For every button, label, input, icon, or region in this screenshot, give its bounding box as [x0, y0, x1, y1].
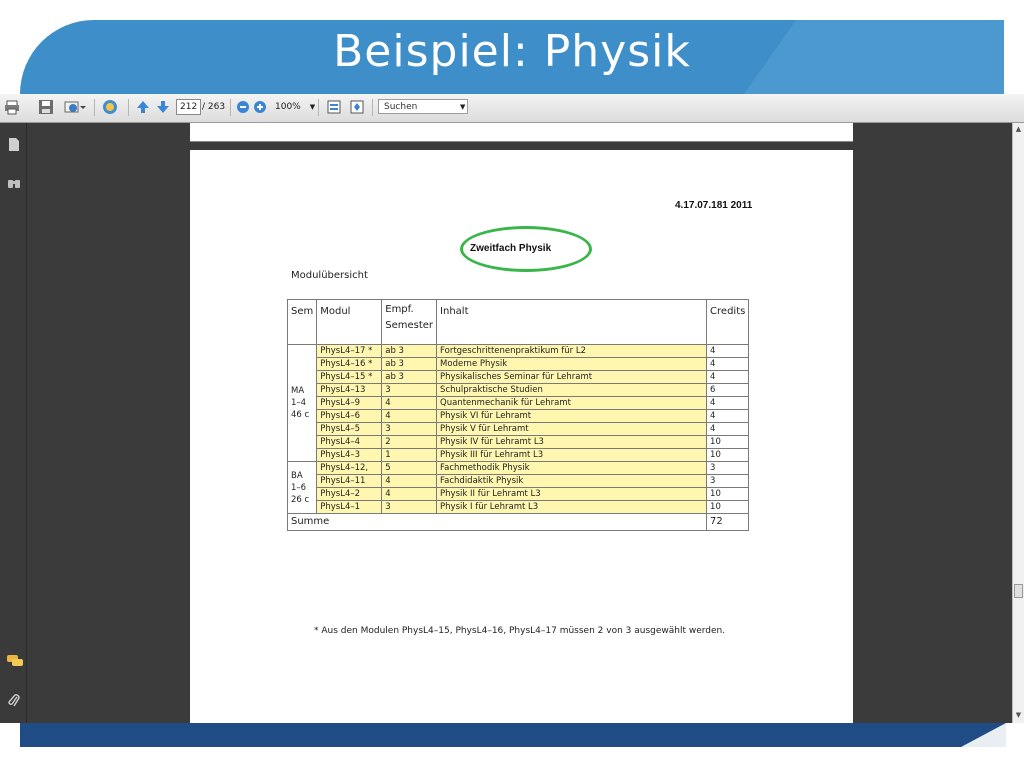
table-row — [288, 462, 749, 475]
table-row — [288, 410, 749, 423]
next-page-icon[interactable] — [155, 98, 171, 116]
table-row — [288, 358, 749, 371]
vertical-scrollbar[interactable] — [1012, 123, 1024, 723]
document-number: 4.17.07.181 2011 — [675, 200, 753, 211]
scroll-up-icon[interactable]: ▲ — [1015, 125, 1022, 133]
cell-modul: PhysL4–16 * — [317, 358, 382, 371]
cell-modul: PhysL4–4 — [317, 436, 382, 449]
zoom-level-select[interactable]: 100% ▼ — [275, 102, 316, 112]
cell-credits: 10 — [707, 488, 749, 501]
table-row — [288, 397, 749, 410]
footer-decoration — [906, 723, 1006, 747]
cell-credits: 4 — [707, 345, 749, 358]
header-inhalt: Inhalt — [437, 300, 707, 345]
search-input[interactable]: Suchen — [378, 99, 468, 114]
cell-credits: 4 — [707, 410, 749, 423]
slide-header — [20, 20, 1004, 94]
chevron-down-icon[interactable]: ▼ — [309, 103, 316, 111]
semester-line: 46 c — [291, 410, 310, 420]
fit-width-icon[interactable] — [326, 98, 342, 116]
navigation-rail — [0, 123, 27, 723]
cell-credits: 4 — [707, 397, 749, 410]
overview-label: Modulübersicht — [291, 270, 368, 281]
table-row — [288, 488, 749, 501]
cell-modul: PhysL4–6 — [317, 410, 382, 423]
cell-inhalt: Physik III für Lehramt L3 — [437, 449, 707, 462]
semester-line: 26 c — [291, 494, 310, 505]
cell-inhalt: Physik I für Lehramt L3 — [437, 501, 707, 514]
cell-inhalt: Fachdidaktik Physik — [437, 475, 707, 488]
cell-modul: PhysL4–12, — [317, 462, 382, 475]
cell-inhalt: Schulpraktische Studien — [437, 384, 707, 397]
table-row — [288, 384, 749, 397]
cell-inhalt: Physik II für Lehramt L3 — [437, 488, 707, 501]
header-sem: Sem — [288, 300, 317, 345]
table-row — [288, 449, 749, 462]
cell-inhalt: Moderne Physik — [437, 358, 707, 371]
save-icon[interactable] — [38, 98, 54, 116]
slide-footer-bar — [20, 723, 1006, 747]
slide-title: Beispiel: Physik — [333, 26, 691, 77]
binoculars-icon[interactable] — [7, 177, 20, 192]
cell-modul: PhysL4–11 — [317, 475, 382, 488]
table-row — [288, 501, 749, 514]
header-empf: Empf. Semester — [382, 300, 437, 345]
page-total: / 263 — [202, 102, 226, 112]
cell-empf: 4 — [382, 488, 437, 501]
table-row — [288, 436, 749, 449]
cell-modul: PhysL4–9 — [317, 397, 382, 410]
email-icon[interactable] — [64, 98, 86, 116]
cell-modul: PhysL4–5 — [317, 423, 382, 436]
sum-row — [288, 514, 749, 531]
table-row — [288, 475, 749, 488]
cell-empf: 3 — [382, 501, 437, 514]
semester-line: MA — [291, 386, 305, 396]
semester-line: 1–6 — [291, 482, 307, 493]
zoom-in-icon[interactable] — [253, 98, 267, 116]
cell-inhalt: Fortgeschrittenenpraktikum für L2 — [437, 345, 707, 358]
cell-inhalt: Physik IV für Lehramt L3 — [437, 436, 707, 449]
cell-credits: 4 — [707, 371, 749, 384]
cell-modul: PhysL4–13 — [317, 384, 382, 397]
module-table — [287, 299, 749, 531]
cell-inhalt: Physik VI für Lehramt — [437, 410, 707, 423]
semester-cell — [288, 462, 317, 514]
cell-empf: 4 — [382, 397, 437, 410]
cell-modul: PhysL4–15 * — [317, 371, 382, 384]
cell-empf: 5 — [382, 462, 437, 475]
sum-value: 72 — [707, 514, 749, 531]
zoom-out-icon[interactable] — [236, 98, 250, 116]
scroll-down-icon[interactable]: ▼ — [1015, 711, 1022, 719]
attachment-icon[interactable] — [7, 693, 20, 708]
table-row — [288, 423, 749, 436]
header-credits: Credits — [707, 300, 749, 345]
document-title: Zweitfach Physik — [470, 243, 552, 254]
cell-empf: 4 — [382, 410, 437, 423]
previous-page-edge — [190, 123, 853, 142]
cell-empf: 3 — [382, 384, 437, 397]
cell-empf: ab 3 — [382, 371, 437, 384]
sum-label: Summe — [288, 514, 707, 531]
header-modul: Modul — [317, 300, 382, 345]
cell-credits: 4 — [707, 358, 749, 371]
cell-credits: 10 — [707, 449, 749, 462]
print-icon[interactable] — [4, 98, 20, 116]
pages-icon[interactable] — [7, 137, 20, 152]
pdf-toolbar — [0, 94, 1024, 123]
cell-inhalt: Physikalisches Seminar für Lehramt — [437, 371, 707, 384]
cell-credits: 10 — [707, 436, 749, 449]
cell-empf: 1 — [382, 449, 437, 462]
cell-modul: PhysL4–3 — [317, 449, 382, 462]
semester-line: BA — [291, 470, 303, 481]
cell-inhalt: Quantenmechanik für Lehramt — [437, 397, 707, 410]
cell-empf: ab 3 — [382, 358, 437, 371]
cell-empf: 2 — [382, 436, 437, 449]
prev-page-icon[interactable] — [135, 98, 151, 116]
cell-credits: 3 — [707, 475, 749, 488]
cell-empf: 3 — [382, 423, 437, 436]
cell-inhalt: Physik V für Lehramt — [437, 423, 707, 436]
cell-empf: ab 3 — [382, 345, 437, 358]
semester-cell — [288, 345, 317, 462]
cell-modul: PhysL4–1 — [317, 501, 382, 514]
cell-modul: PhysL4–17 * — [317, 345, 382, 358]
scroll-thumb[interactable] — [1014, 584, 1023, 598]
table-row — [288, 371, 749, 384]
table-row — [288, 345, 749, 358]
cell-inhalt: Fachmethodik Physik — [437, 462, 707, 475]
fit-page-icon[interactable] — [349, 98, 365, 116]
search-dropdown-icon[interactable]: ▼ — [460, 103, 466, 111]
cell-credits: 6 — [707, 384, 749, 397]
upload-icon[interactable] — [101, 98, 119, 116]
footnote: * Aus den Modulen PhysL4–15, PhysL4–16, PhysL4–17 müssen 2 von 3 ausgewählt werden. — [314, 626, 726, 636]
cell-credits: 10 — [707, 501, 749, 514]
cell-empf: 4 — [382, 475, 437, 488]
cell-credits: 4 — [707, 423, 749, 436]
page-number-field[interactable]: 212 — [176, 98, 201, 116]
semester-line: 1–4 — [291, 398, 307, 408]
cell-modul: PhysL4–2 — [317, 488, 382, 501]
comments-icon[interactable] — [7, 655, 20, 670]
cell-credits: 3 — [707, 462, 749, 475]
